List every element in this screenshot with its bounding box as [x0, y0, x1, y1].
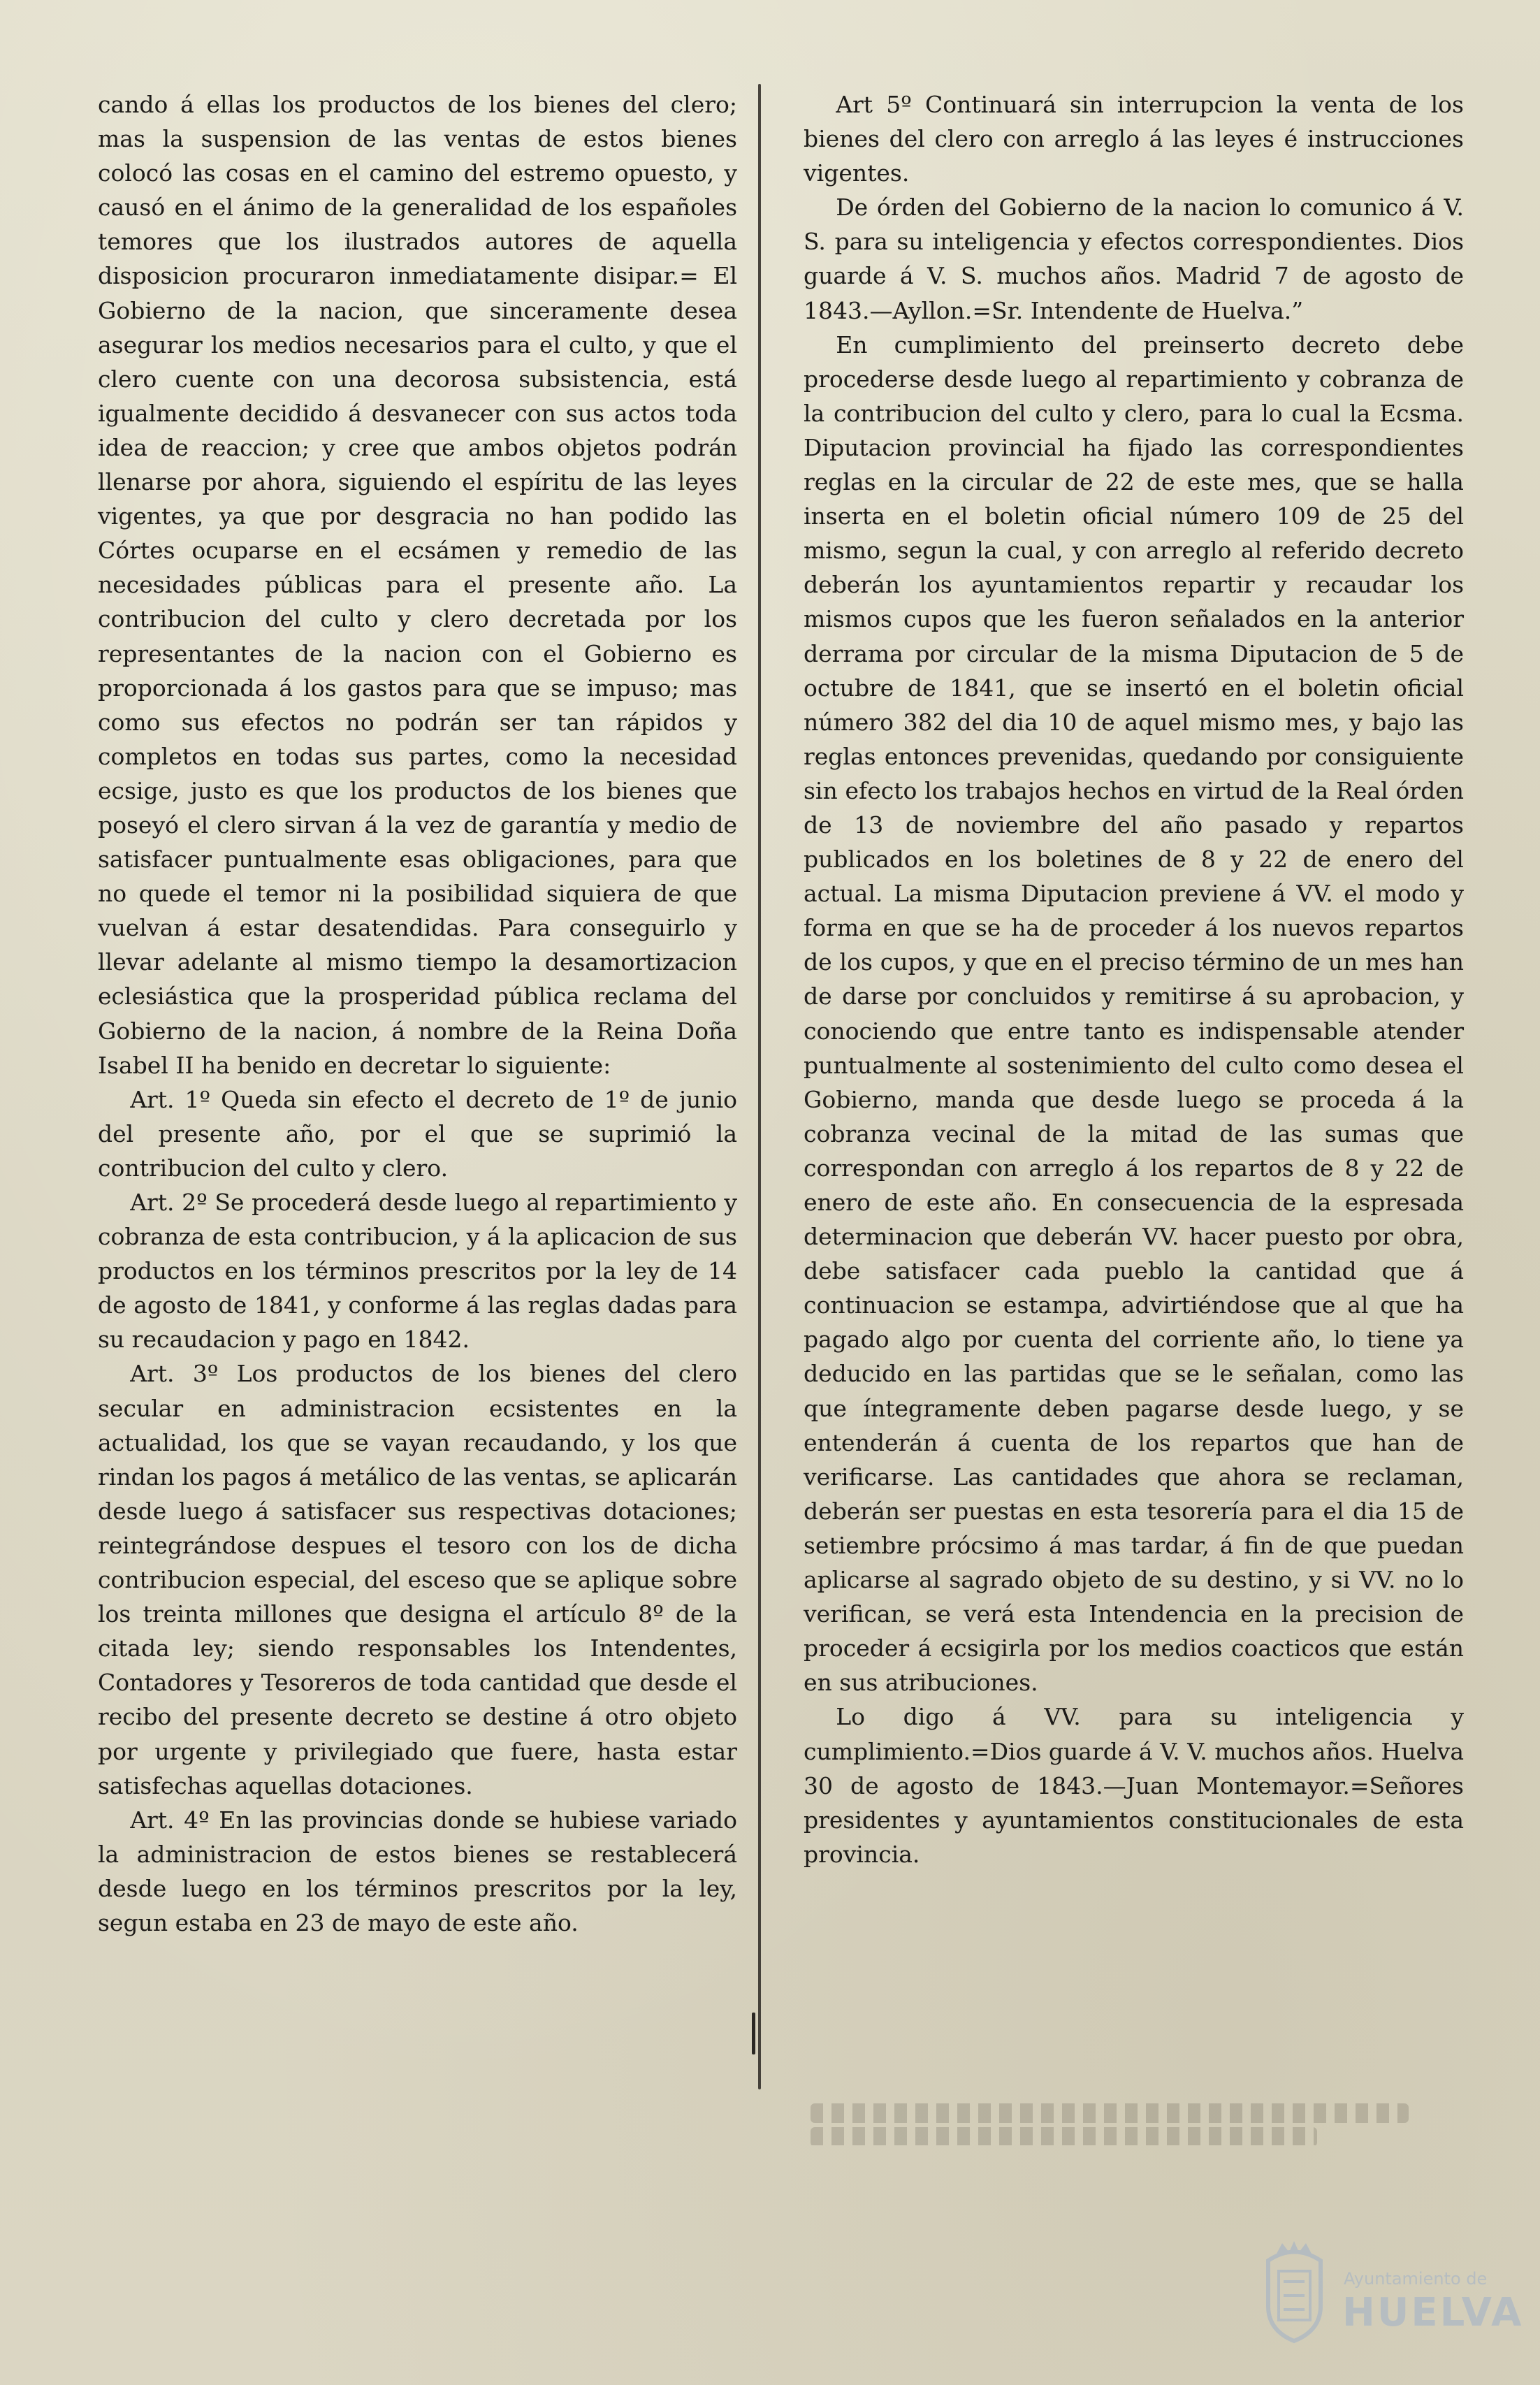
article-5: Art 5º Continuará sin interrupcion la venta de los bienes del clero con arreglo á las leyes é instrucciones vigentes. — [804, 91, 1464, 187]
article-3: Art. 3º Los productos de los bienes del clero secular en administracion ecsistentes en la actualidad, los que se vayan recaudando, y los que rindan los pagos á metálico de las ventas, se aplicarán desde luego á satisfacer sus respectivas dotaciones; reintegrándose despues el tesoro con los de dicha contribucion especial, del esceso que se aplique sobre los treinta millones que designa el artículo 8º de la citada ley; siendo responsables los Intendentes, Contadores y Tesoreros de toda cantidad que desde el recibo del presente decreto se destine á otro objeto por urgente y privilegiado que fuere, hasta estar satisfechas aquellas dotaciones. — [98, 1360, 737, 1799]
left-column — [98, 87, 737, 1940]
article-2: Art. 2º Se procederá desde luego al repartimiento y cobranza de esta contribucion, y á la aplicacion de sus productos en los términos prescritos por la ley de 14 de agosto de 1841, y conforme á las reglas dadas para su recaudacion y pago en 1842. — [98, 1189, 737, 1354]
article-4: Art. 4º En las provincias donde se hubiese variado la administracion de estos bienes se restablecerá desde luego en los términos prescritos por la ley, segun estaba en 23 de mayo de este año. — [98, 1806, 737, 1936]
coat-of-arms-icon — [1254, 2240, 1335, 2344]
watermark-line2: HUELVA — [1342, 2290, 1524, 2335]
right-column — [804, 87, 1464, 1871]
closing-signature-paragraph: Lo digo á VV. para su inteligencia y cumplimiento.=Dios guarde á V. V. muchos años. Huelva 30 de agosto de 1843.—Juan Montemayor.=Señores presidentes y ayuntamientos constitucionales de esta provincia. — [804, 1703, 1464, 1868]
article-1: Art. 1º Queda sin efecto el decreto de 1º de junio del presente año, por el que se suprimió la contribucion del culto y clero. — [98, 1085, 737, 1182]
huelva-watermark — [1254, 2240, 1524, 2344]
show-through-text — [811, 2103, 1460, 2145]
left-paragraph-continuation: cando á ellas los productos de los bienes del clero; mas la suspension de las ventas de estos bienes colocó las cosas en el camino del estremo opuesto, y causó en el ánimo de la generalidad de los españoles temores que los ilustrados autores de aquella disposicion procuraron inmediatamente disipar.= El Gobierno de la nacion, que sinceramente desea asegurar los medios necesarios para el culto, y que el clero cuente con una decorosa subsistencia, está igualmente decidido á desvanecer con sus actos toda idea de reaccion; y cree que ambos objetos podrán llenarse por ahora, siguiendo el espíritu de las leyes vigentes, ya que por desgracia no han podido las Córtes ocuparse en el ecsámen y remedio de las necesidades públicas para el presente año. La contribucion del culto y clero decretada por los representantes de la nacion con el Gobierno es proporcionada á los gastos para que se impuso; mas como sus efectos no podrán ser tan rápidos y completos en todas sus partes, como la necesidad ecsige, justo es que los productos de los bienes que poseyó el clero sirvan á la vez de garantía y medio de satisfacer puntualmente esas obligaciones, para que no quede el temor ni la posibilidad siquiera de que vuelvan á estar desatendidas. Para conseguirlo y llevar adelante al mismo tiempo la desamortizacion eclesiástica que la prosperidad pública reclama del Gobierno de la nacion, á nombre de la Reina Doña Isabel II ha benido en decretar lo siguiente: — [98, 91, 737, 1079]
government-order-paragraph: De órden del Gobierno de la nacion lo comunico á V. S. para su inteligencia y efectos correspondientes. Dios guarde á V. S. muchos años. Madrid 7 de agosto de 1843.—Ayllon.=Sr. Intendente de Huelva.” — [804, 194, 1464, 324]
watermark-line1: Ayuntamiento de — [1344, 2269, 1488, 2289]
compliance-paragraph: En cumplimiento del preinserto decreto debe procederse desde luego al repartimiento y cobranza de la contribucion del culto y clero, para lo cual la Ecsma. Diputacion provincial ha fijado las correspondientes reglas en la circular de 22 de este mes, que se halla inserta en el boletin oficial número 109 de 25 del mismo, segun la cual, y con arreglo al referido decreto deberán los ayuntamientos repartir y recaudar los mismos cupos que les fueron señalados en la anterior derrama por circular de la misma Diputacion de 5 de octubre de 1841, que se insertó en el boletin oficial número 382 del dia 10 de aquel mismo mes, y bajo las reglas entonces prevenidas, quedando por consiguiente sin efecto los trabajos hechos en virtud de la Real órden de 13 de noviembre del año pasado y repartos publicados en los boletines de 8 y 22 de enero del actual. La misma Diputacion previene á VV. el modo y forma en que se ha de proceder á los nuevos repartos de los cupos, y que en el preciso término de un mes han de darse por concluidos y remitirse á su aprobacion, y conociendo que entre tanto es indispensable atender puntualmente al sostenimiento del culto como desea el Gobierno, manda que desde luego se proceda á la cobranza vecinal de la mitad de las sumas que correspondan con arreglo á los repartos de 8 y 22 de enero de este año. En consecuencia de la espresada determinacion que deberán VV. hacer puesto por obra, debe satisfacer cada pueblo la cantidad que á continuacion se estampa, advirtiéndose que al que ha pagado algo por cuenta del corriente año, lo tiene ya deducido en las partidas que se le señalan, como las que íntegramente deben pagarse desde luego, y se entenderán á cuenta de los repartos que han de verificarse. Las cantidades que ahora se reclaman, deberán ser puestas en esta tesorería para el dia 15 de setiembre prócsimo á mas tardar, á fin de que puedan aplicarse al sagrado objeto de su destino, y si VV. no lo verifican, se verá esta Intendencia en la precision de proceder á ecsigirla por los medios coacticos que están en sus atribuciones. — [804, 331, 1464, 1697]
margin-mark — [752, 2013, 755, 2054]
column-divider — [758, 84, 761, 2089]
